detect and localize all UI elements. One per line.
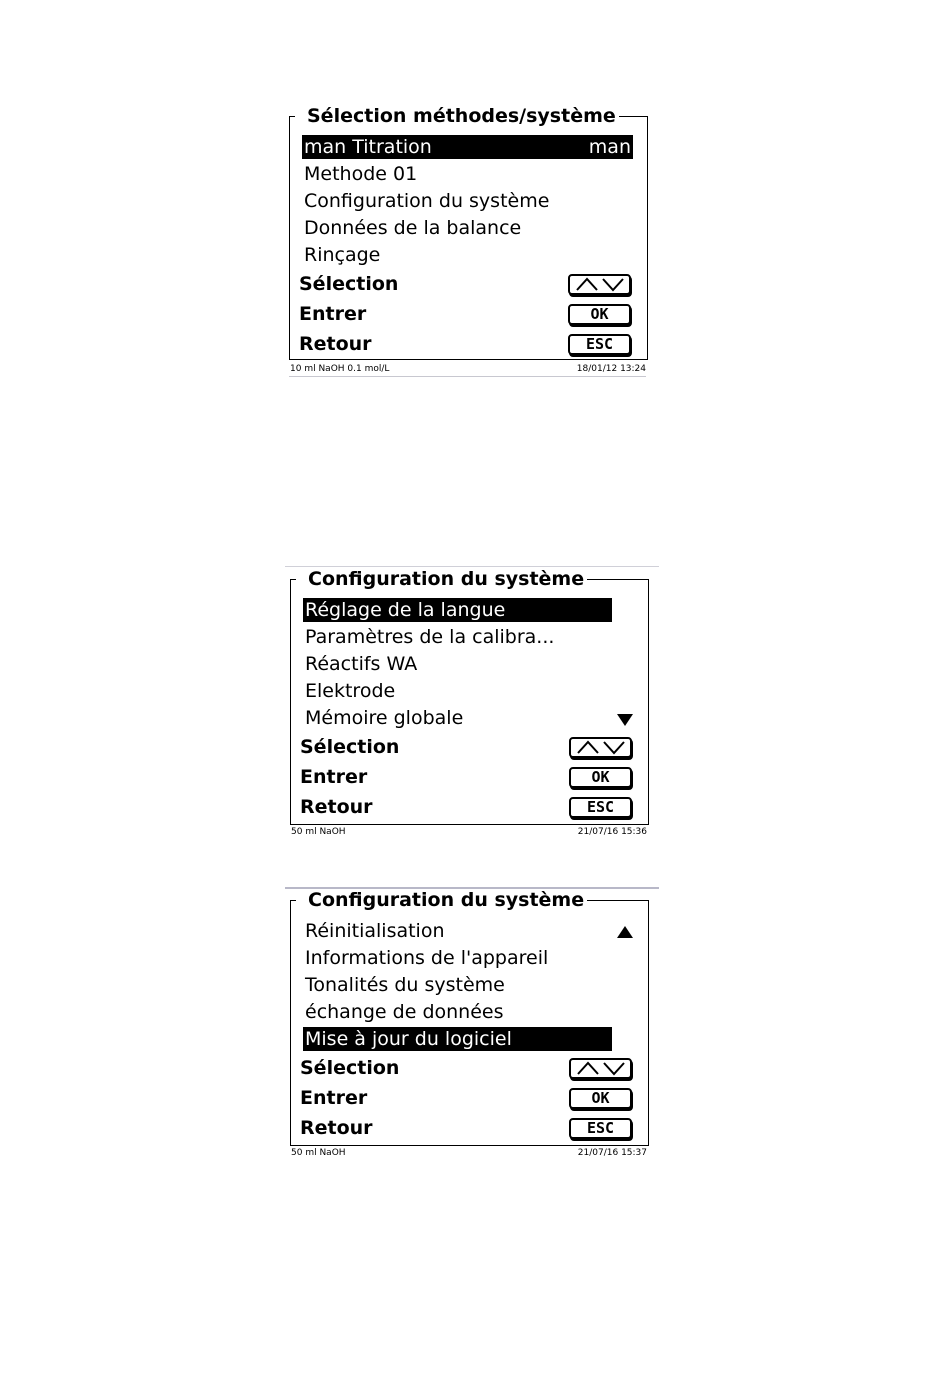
select-label: Sélection xyxy=(300,736,400,758)
menu-item-calibration-parameters[interactable]: Paramètres de la calibra... xyxy=(305,626,555,648)
up-down-arrows-icon xyxy=(574,277,626,292)
menu-item-reagents-wa[interactable]: Réactifs WA xyxy=(305,653,418,675)
screen-title: Sélection méthodes/système xyxy=(304,105,619,127)
enter-label: Entrer xyxy=(300,1087,368,1109)
screen-title: Configuration du système xyxy=(305,568,587,590)
menu-item-reset[interactable]: Réinitialisation xyxy=(305,920,445,942)
menu-frame xyxy=(290,568,649,825)
esc-key[interactable]: ESC xyxy=(569,797,632,818)
menu-item-system-tones[interactable]: Tonalités du système xyxy=(305,974,505,996)
esc-key[interactable]: ESC xyxy=(569,1118,632,1139)
menu-frame xyxy=(290,889,649,1146)
esc-key[interactable]: ESC xyxy=(568,334,631,355)
menu-item-device-information[interactable]: Informations de l'appareil xyxy=(305,947,549,969)
menu-item-language-setting[interactable]: Réglage de la langue xyxy=(303,598,612,622)
menu-item-global-memory[interactable]: Mémoire globale xyxy=(305,707,464,729)
menu-item-electrode[interactable]: Elektrode xyxy=(305,680,396,702)
up-down-key[interactable] xyxy=(569,1058,632,1079)
scroll-up-icon xyxy=(617,926,633,938)
enter-label: Entrer xyxy=(299,303,367,325)
menu-item-label: man Titration xyxy=(304,136,432,158)
status-reagent: 10 ml NaOH 0.1 mol/L xyxy=(290,364,390,374)
screen-method-selection xyxy=(289,105,653,380)
ok-key[interactable]: OK xyxy=(569,767,632,788)
screen-title: Configuration du système xyxy=(305,889,587,911)
menu-item-data-exchange[interactable]: échange de données xyxy=(305,1001,504,1023)
up-down-arrows-icon xyxy=(575,1061,627,1076)
screen-system-configuration-page-1 xyxy=(290,566,654,846)
enter-label: Entrer xyxy=(300,766,368,788)
status-reagent: 50 ml NaOH xyxy=(291,1148,346,1158)
menu-item-methode-01[interactable]: Methode 01 xyxy=(304,163,418,185)
up-down-key[interactable] xyxy=(569,737,632,758)
menu-item-system-configuration[interactable]: Configuration du système xyxy=(304,190,550,212)
menu-item-man-titration[interactable] xyxy=(302,135,633,159)
screen-system-configuration-page-2 xyxy=(290,887,654,1167)
menu-item-balance-data[interactable]: Données de la balance xyxy=(304,217,522,239)
ok-key[interactable]: OK xyxy=(568,304,631,325)
status-datetime: 21/07/16 15:37 xyxy=(577,1148,647,1158)
scroll-down-icon xyxy=(617,714,633,726)
up-down-key[interactable] xyxy=(568,274,631,295)
status-reagent: 50 ml NaOH xyxy=(291,827,346,837)
menu-item-software-update[interactable]: Mise à jour du logiciel xyxy=(303,1027,612,1051)
select-label: Sélection xyxy=(300,1057,400,1079)
select-label: Sélection xyxy=(299,273,399,295)
menu-item-mode: man xyxy=(588,136,631,158)
back-label: Retour xyxy=(300,796,373,818)
ok-key[interactable]: OK xyxy=(569,1088,632,1109)
status-datetime: 21/07/16 15:36 xyxy=(577,827,647,837)
back-label: Retour xyxy=(299,333,372,355)
back-label: Retour xyxy=(300,1117,373,1139)
menu-frame xyxy=(289,105,648,360)
up-down-arrows-icon xyxy=(575,740,627,755)
status-datetime: 18/01/12 13:24 xyxy=(576,364,646,374)
menu-item-rinsing[interactable]: Rinçage xyxy=(304,244,381,266)
